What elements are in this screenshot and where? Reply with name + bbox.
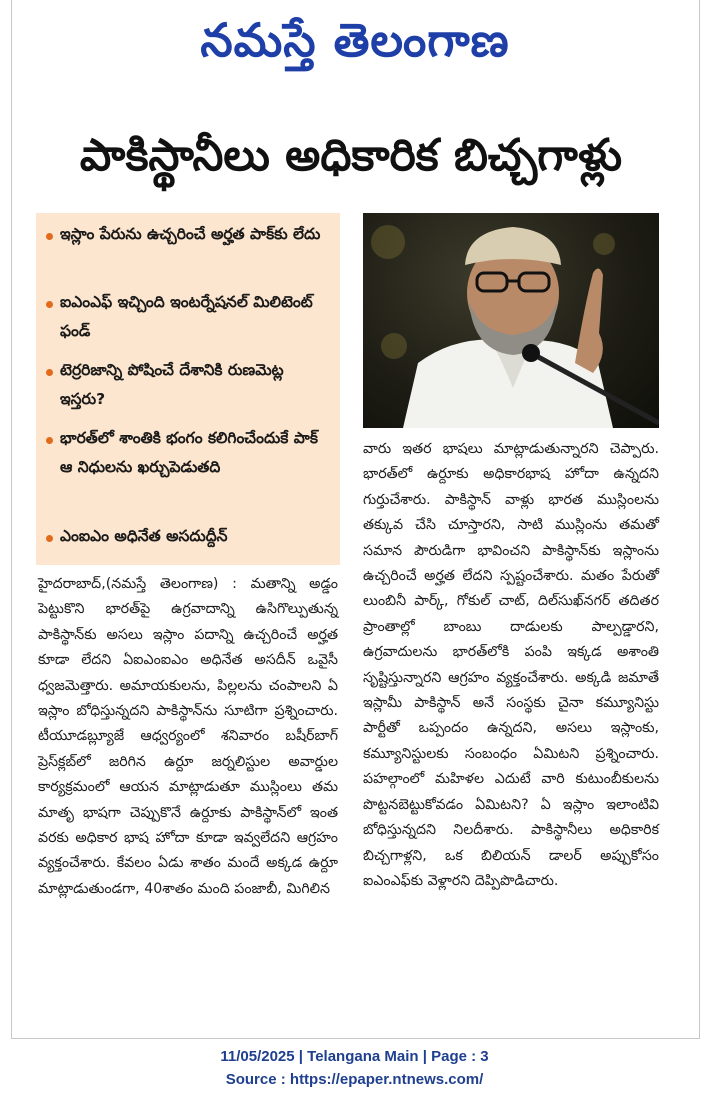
bullet-icon [46,369,53,376]
highlight-item: ఐఎంఎఫ్ ఇచ్చింది ఇంటర్నేషనల్ మిలిటెంట్ ఫండ్ [60,293,313,340]
article-paragraph: వారు ఇతర భాషలు మాట్లాడుతున్నారని చెప్పారు. భారత్‌లో ఉర్దూకు అధికారభాష హోదా ఉన్నదని గుర్తుచేశారు. పాకిస్థాన్ వాళ్లు భారత ముస్లింలను తక్కువ చేసి చూస్తారని, సాటి ముస్లింను తమతో సమాన పౌరుడిగా భావించని పాకిస్థాన్‌కు ఇస్లాంను ఉచ్చరించే అర్హత లేదని స్పష్టంచేశారు. మతం పేరుతో లుంబినీ పార్క్, గోకుల్ చాట్, దిల్‌సుఖ్‌నగర్ తదితర ప్రాంతాల్లో బాంబు దాడులకు పాల్పడ్డారని, ఉగ్రవాదులను భారత్‌లోకి పంపి ఇక్కడ అశాంతి సృష్టిస్తున్నారని ఆగ్రహం వ్యక్తంచేశారు. అక్కడి జమాతే ఇస్లామీ పాకిస్థాన్ అనే సంస్థకు చైనా కమ్యూనిస్టు పార్టీతో ఒప్పందం ఉన్నదని, అసలు ఇస్లాంకు, కమ్యూనిస్టులకు సంబంధం ఏమిటని ప్రశ్నించారు. పహల్గాంలో మహిళల ఎదుటే వారి కుటుంబీకులను పొట్టనబెట్టుకోవడం ఏమిటని? ఏ ఇస్లాం ఇలాంటివి బోధిస్తున్నదని నిలదీశారు. పాకిస్థానీలు అధికారిక బిచ్చగాళ్లని, ఒక బిలియన్ డాలర్ అప్పుకోసం ఐఎంఎఫ్‌కు వెళ్లారని దెప్పిపొడిచారు. [363,441,659,889]
newspaper-masthead: నమస్తే తెలంగాణ [200,13,510,67]
highlight-item: ఇస్లాం పేరును ఉచ్చరించే అర్హత పాక్‌కు లేదు [60,225,321,243]
article-paragraph: హైదరాబాద్,(నమస్తే తెలంగాణ) : మతాన్ని అడ్డం పెట్టుకొని భారత్‌పై ఉగ్రవాదాన్ని ఉసిగొల్పుతున్న పాకిస్థాన్‌కు అసలు ఇస్లాం పదాన్ని ఉచ్చరించే అర్హత కూడా లేదని ఏఐఎంఐఎం అధినేత అసదీన్ ఒవైసీ ధ్వజమెత్తారు. అమాయకులను, పిల్లలను చంపాలని ఏ ఇస్లాం బోధిస్తున్నదని పాకిస్థాన్‌ను సూటిగా ప్రశ్నించారు. టీయూడబ్ల్యూజే ఆధ్వర్యంలో శనివారం బషీర్‌బాగ్ ప్రెస్‌క్లబ్‌లో జరిగిన ఉర్దూ జర్నలిస్టుల అవార్డుల కార్యక్రమంలో ఆయన మాట్లాడుతూ ముస్లింలు తమ మాతృ భాషగా చెప్పుకొనే ఉర్దూకు పాకిస్థాన్‌లో ఇంత వరకు అధికార భాష హోదా కూడా ఇవ్వలేదని ఆగ్రహం వ్యక్తంచేశారు. కేవలం ఏడు శాతం మందే అక్కడ ఉర్దూ మాట్లాడుతుండగా, 40శాతం మంది పంజాబీ, మిగిలిన [38,576,338,897]
highlight-item: భారత్‌లో శాంతికి భంగం కలిగించేందుకే పాక్ ఆ నిధులను ఖర్చుపెడుతది [60,429,318,476]
speaker-figure [363,213,659,428]
speaker-photo [363,213,659,428]
highlight-item: ఎంఐఎం అధినేత అసదుద్దీన్ [60,527,228,545]
source-link[interactable]: Source : https://epaper.ntnews.com/ [225,1071,484,1088]
edition-info: 11/05/2025 | Telangana Main | Page : 3 [220,1048,489,1065]
bullet-icon [46,301,53,308]
bullet-icon [46,437,53,444]
highlight-item: టెర్రరిజాన్ని పోషించే దేశానికి రుణమెట్ల ఇస్తరు? [60,361,284,408]
article-body-left-column [38,572,338,1020]
article-body-right-column [363,437,659,1023]
highlights-box [36,213,340,565]
bullet-icon [46,535,53,542]
bullet-icon [46,233,53,240]
article-headline: పాకిస్థానీలు అధికారిక బిచ్చగాళ్లు [79,130,623,181]
